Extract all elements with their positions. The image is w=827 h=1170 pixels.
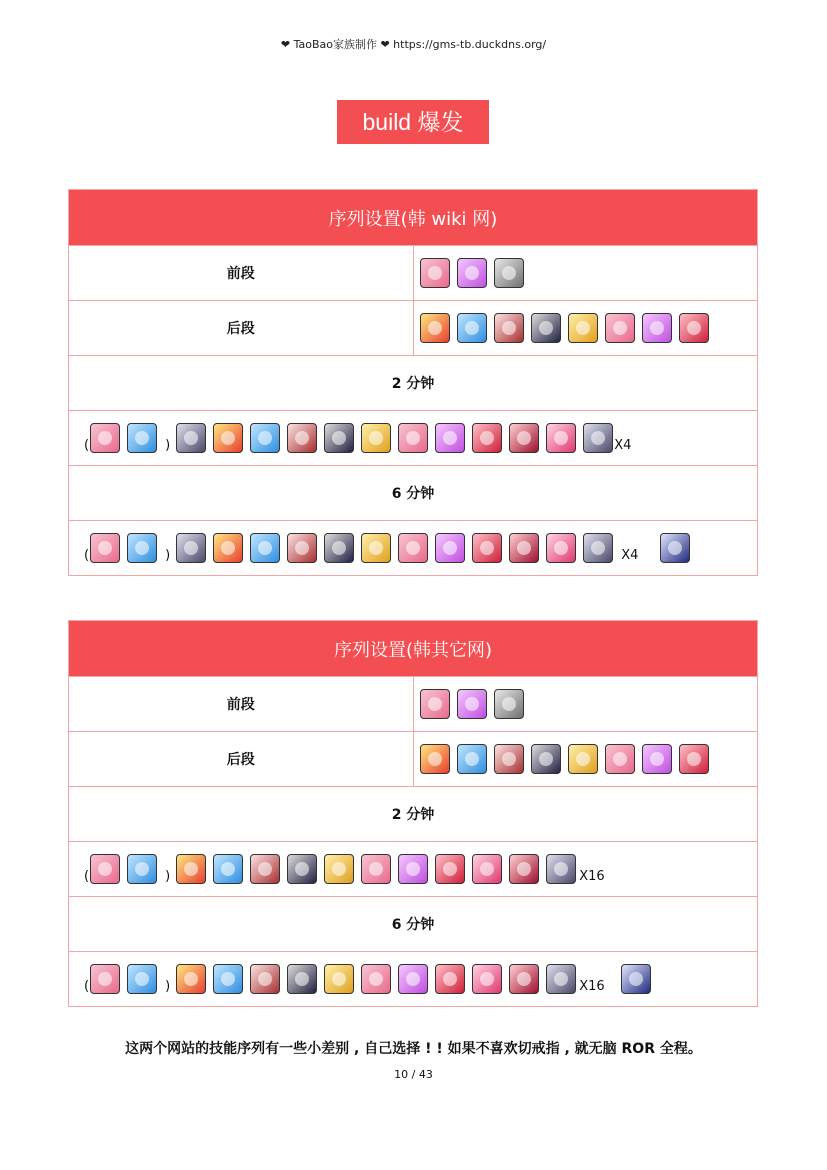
skill-icon [361,854,391,884]
skill-icon [457,689,487,719]
skill-icon [127,854,157,884]
page-title: build 爆发 [337,100,489,144]
paren-open: ( [84,869,90,884]
skill-icon [642,744,672,774]
footnote: 这两个网站的技能序列有一些小差别 , 自己选择 ! ! 如果不喜欢切戒指 , 就无脑 ROR 全程。 [125,1041,702,1057]
skill-icon [250,964,280,994]
skill-icon [583,533,613,563]
skill-icon [435,964,465,994]
row-label-pre: 前段 [69,246,414,301]
skill-icon [324,423,354,453]
interval-6min: 6 分钟 [69,897,758,952]
post-skill-row [413,301,758,356]
skill-icon [420,258,450,288]
skill-icon [213,964,243,994]
skill-icon [324,964,354,994]
skill-icon [509,854,539,884]
skill-icon [583,423,613,453]
paren-open: ( [84,548,90,563]
ring-icon [494,258,524,288]
skill-icon [127,423,157,453]
sequence-6min [69,952,758,1007]
skill-icon [472,854,502,884]
skill-icon [176,964,206,994]
skill-icon [531,313,561,343]
skill-icon [679,744,709,774]
skill-icon [472,964,502,994]
ring-icon [494,689,524,719]
skill-icon [213,533,243,563]
skill-icon [176,423,206,453]
paren-close: ) [165,869,171,884]
skill-icon [250,533,280,563]
skill-icon [420,313,450,343]
skill-icon [398,423,428,453]
skill-icon [361,964,391,994]
skill-icon [324,533,354,563]
skill-icon [435,423,465,453]
paren-close: ) [165,548,171,563]
skill-icon [472,533,502,563]
sequence-2min [69,411,758,466]
skill-icon [435,854,465,884]
row-label-post: 后段 [69,732,414,787]
skill-icon [127,964,157,994]
table-heading: 序列设置(韩其它网) [69,621,758,677]
paren-open: ( [84,979,90,994]
skill-icon [420,689,450,719]
skill-icon [398,854,428,884]
skill-icon [605,744,635,774]
repeat-count: X16 [579,869,605,884]
skill-icon [90,533,120,563]
row-label-post: 后段 [69,301,414,356]
skill-icon [605,313,635,343]
sequence-6min [69,521,758,576]
sequence-table-wiki [68,189,758,576]
row-label-pre: 前段 [69,677,414,732]
repeat-count: X4 [614,438,632,453]
page-number: 10 / 43 [394,1068,433,1081]
skill-icon [287,964,317,994]
skill-icon [457,258,487,288]
sequence-table-other [68,620,758,1007]
skill-icon [250,854,280,884]
skill-icon [546,964,576,994]
repeat-count: X16 [579,979,605,994]
paren-close: ) [165,438,171,453]
skill-icon [287,533,317,563]
skill-icon [531,744,561,774]
skill-icon [568,744,598,774]
skill-icon [90,423,120,453]
page-header: ❤ TaoBao家族制作 ❤ https://gms-tb.duckdns.org/ [280,38,547,51]
skill-icon [398,533,428,563]
pre-skill-row [413,677,758,732]
skill-icon [213,854,243,884]
pre-skill-row [413,246,758,301]
skill-icon [546,854,576,884]
skill-icon [90,964,120,994]
skill-icon [509,964,539,994]
skill-icon [457,313,487,343]
skill-icon [568,313,598,343]
skill-icon [250,423,280,453]
repeat-count: X4 [621,548,639,563]
skill-icon [509,533,539,563]
skill-icon [457,744,487,774]
post-skill-row [413,732,758,787]
skill-icon [176,854,206,884]
skill-icon [361,423,391,453]
skill-icon [176,533,206,563]
interval-2min: 2 分钟 [69,787,758,842]
skill-icon [660,533,690,563]
paren-close: ) [165,979,171,994]
skill-icon [213,423,243,453]
skill-icon [621,964,651,994]
skill-icon [361,533,391,563]
table-heading: 序列设置(韩 wiki 网) [69,190,758,246]
skill-icon [509,423,539,453]
skill-icon [472,423,502,453]
interval-6min: 6 分钟 [69,466,758,521]
skill-icon [398,964,428,994]
paren-open: ( [84,438,90,453]
skill-icon [435,533,465,563]
skill-icon [420,744,450,774]
skill-icon [642,313,672,343]
skill-icon [494,313,524,343]
skill-icon [287,423,317,453]
skill-icon [546,533,576,563]
skill-icon [494,744,524,774]
skill-icon [287,854,317,884]
skill-icon [90,854,120,884]
sequence-2min [69,842,758,897]
skill-icon [546,423,576,453]
interval-2min: 2 分钟 [69,356,758,411]
skill-icon [324,854,354,884]
skill-icon [127,533,157,563]
skill-icon [679,313,709,343]
